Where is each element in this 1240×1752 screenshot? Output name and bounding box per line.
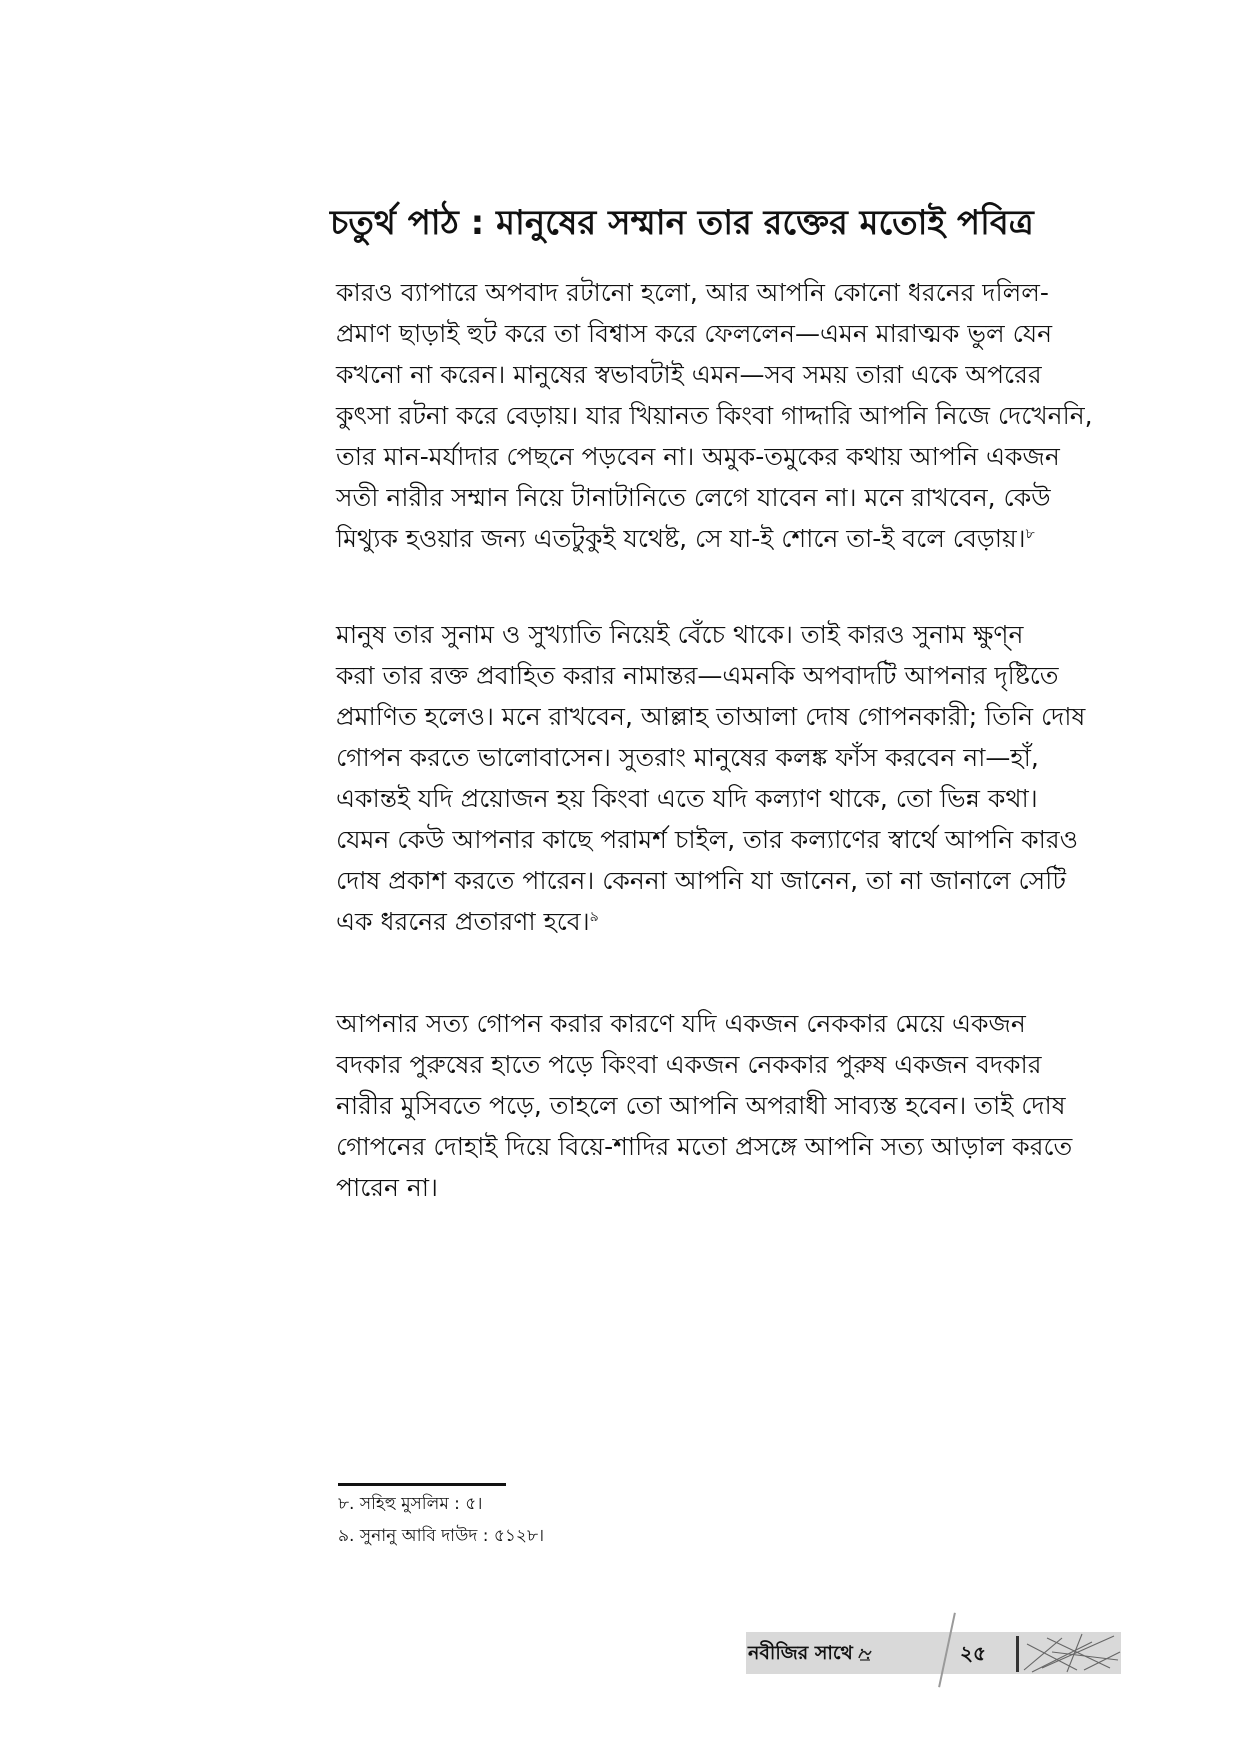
footnotes	[338, 1488, 838, 1552]
footer-end-tick	[1016, 1636, 1019, 1672]
text-line: যেমন কেউ আপনার কাছে পরামর্শ চাইল, তার কল্যাণের স্বার্থে আপনি কারও	[336, 825, 1078, 854]
text-line: গোপন করতে ভালোবাসেন। সুতরাং মানুষের কলঙ্ক ফাঁস করবেন না—হাঁ,	[336, 743, 1039, 772]
footnote-divider	[338, 1483, 506, 1486]
text-line: প্রমাণ ছাড়াই হুট করে তা বিশ্বাস করে ফেললেন—এমন মারাত্মক ভুল যেন	[336, 319, 1053, 348]
decorative-lines-ornament-icon	[1022, 1632, 1121, 1674]
page-number: ২৫	[960, 1641, 986, 1665]
chapter-title: চতুর্থ পাঠ : মানুষের সম্মান তার রক্তের মতোই পবিত্র	[330, 203, 1034, 243]
paragraph-2	[336, 614, 1086, 942]
running-footer-book-title	[748, 1635, 923, 1671]
text-line: কুৎসা রটনা করে বেড়ায়। যার খিয়ানত কিংবা গাদ্দারি আপনি নিজে দেখেননি,	[336, 401, 1093, 430]
text-line: আপনার সত্য গোপন করার কারণে যদি একজন নেককার মেয়ে একজন	[336, 1009, 1026, 1038]
text-line	[336, 518, 1038, 559]
text-line-content: মিথ্যুক হওয়ার জন্য এতটুকুই যথেষ্ট, সে যা-ই শোনে তা-ই বলে বেড়ায়।	[336, 524, 1026, 553]
book-title-text: নবীজির সাথে	[748, 1642, 853, 1664]
salawat-calligraphy-icon	[857, 1646, 873, 1662]
text-line: গোপনের দোহাই দিয়ে বিয়ে-শাদির মতো প্রসঙ্গে আপনি সত্য আড়াল করতে	[336, 1132, 1073, 1161]
footnote-ref-9[interactable]: ৯	[589, 909, 599, 925]
text-line: তার মান-মর্যাদার পেছনে পড়বেন না। অমুক-তমুকের কথায় আপনি একজন	[336, 442, 1060, 471]
text-line: পারেন না।	[336, 1173, 438, 1202]
text-line: নারীর মুসিবতে পড়ে, তাহলে তো আপনি অপরাধী সাব্যস্ত হবেন। তাই দোষ	[336, 1091, 1066, 1120]
text-line: করা তার রক্ত প্রবাহিত করার নামান্তর—এমনকি অপবাদটি আপনার দৃষ্টিতে	[336, 661, 1059, 690]
text-line: প্রমাণিত হলেও। মনে রাখবেন, আল্লাহ তাআলা দোষ গোপনকারী; তিনি দোষ	[336, 702, 1086, 731]
footnote-9: ৯. সুনানু আবি দাউদ : ৫১২৮।	[338, 1526, 545, 1546]
text-line: সতী নারীর সম্মান নিয়ে টানাটানিতে লেগে যাবেন না। মনে রাখবেন, কেউ	[336, 483, 1051, 512]
text-line: বদকার পুরুষের হাতে পড়ে কিংবা একজন নেককার পুরুষ একজন বদকার	[336, 1050, 1042, 1079]
footnote-8: ৮. সহিহু মুসলিম : ৫।	[338, 1494, 483, 1514]
paragraph-3	[336, 1003, 1073, 1208]
text-line	[336, 901, 1038, 942]
text-line: কখনো না করেন। মানুষের স্বভাবটাই এমন—সব সময় তারা একে অপরের	[336, 360, 1042, 389]
paragraph-1	[336, 272, 1093, 559]
footnote-ref-8[interactable]: ৮	[1025, 526, 1035, 542]
text-line: কারও ব্যাপারে অপবাদ রটানো হলো, আর আপনি কোনো ধরনের দলিল-	[336, 278, 1049, 307]
text-line: দোষ প্রকাশ করতে পারেন। কেননা আপনি যা জানেন, তা না জানালে সেটি	[336, 866, 1066, 895]
text-line-content: এক ধরনের প্রতারণা হবে।	[336, 907, 590, 936]
text-line: একান্তই যদি প্রয়োজন হয় কিংবা এতে যদি কল্যাণ থাকে, তো ভিন্ন কথা।	[336, 784, 1038, 813]
text-line: মানুষ তার সুনাম ও সুখ্যাতি নিয়েই বেঁচে থাকে। তাই কারও সুনাম ক্ষুণ্ন	[336, 620, 1024, 649]
